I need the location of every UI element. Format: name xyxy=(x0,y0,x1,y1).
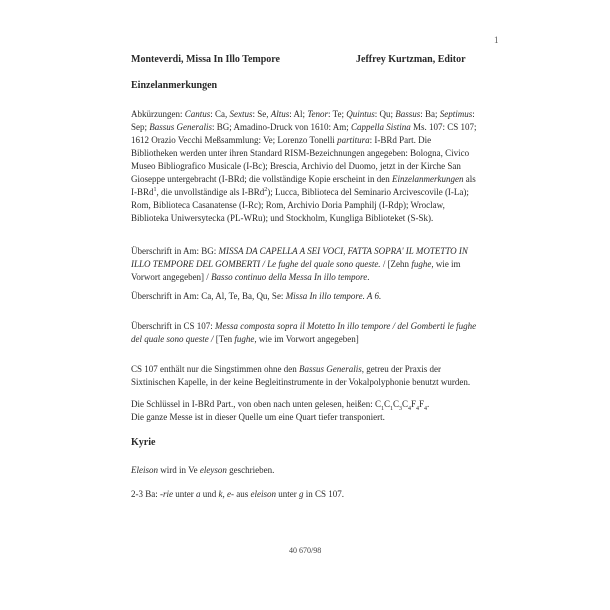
section-title: Einzelanmerkungen xyxy=(131,80,218,91)
kyrie-heading: Kyrie xyxy=(131,437,156,448)
header-left: Monteverdi, Missa In Illo Tempore xyxy=(131,54,280,65)
clefs-paragraph: Die Schlüssel in I-BRd Part., von oben nach unten gelesen, heißen: $C_1C_1C_3C_4F_4F_4$. Die ganze Messe ist in dieser Quelle um eine Quart tiefer transponiert. xyxy=(131,399,430,422)
header-right: Jeffrey Kurtzman, Editor xyxy=(356,54,466,65)
heading-am-voices-paragraph: Überschrift in Am: Ca, Al, Te, Ba, Qu, Se: Missa In illo tempore. A 6. xyxy=(131,291,382,301)
footer-catalog-number: 40 670/98 xyxy=(289,546,322,555)
heading-am-bg-paragraph: Überschrift in Am: BG: MISSA DA CAPELLA A SEI VOCI, FATTA SOPRA' IL MOTETTO IN ILLO TEMPORE DEL GOMBERTI / Le fughe del quale sono queste. / [Zehn fughe, wie im Vorwort angegeben] / Basso continuo della Messa In illo tempore. xyxy=(131,246,468,282)
eleison-note: Eleison wird in Ve eleyson geschrieben. xyxy=(131,465,275,475)
abbreviations-paragraph: Abkürzungen: Cantus: Ca, Sextus: Se, Altus: Al; Tenor: Te; Quintus: Qu; Bassus: Ba; Septimus: Sep; Bassus Generalis: BG; Amadino-Druck von 1610: Am; Cappella Sistina Ms. 107: CS 107; 1612 Orazio Vecchi Meßsammlung: Ve; Lorenzo Tonelli partitura: I-BRd Part. Die Bibliotheken werden unter ihren Standard RISM-Bezeichnungen angegeben: Bologna, Civico Museo Bibliografico Musicale (I-Bc); Brescia, Archivio del Duomo, jetzt in der Kirche San Gioseppe untergebracht (I-BRd; die vollständige Kopie erscheint in den Einzelanmerkungen als I-BRd$^1$, die unvollständige als I-BRd$^2$); Lucca, Biblioteca del Seminario Arcivescovile (I-La); Rom, Biblioteca Casanatense (I-Rc); Rom, Archivio Doria Pamphilj (I-Rdp); Wroclaw, Biblioteka Uniwersytecka (PL-WRu); und Stockholm, Kungliga Biblioteket (S-Sk). xyxy=(131,109,477,223)
cs107-note-paragraph: CS 107 enthält nur die Singstimmen ohne den Bassus Generalis, getreu der Praxis der Sixtinischen Kapelle, in der keine Begleitinstrumente in der Vokalpolyphonie benutzt wurden. xyxy=(131,364,471,387)
measure-note: 2-3 Ba: -rie unter a und k, e- aus eleison unter g in CS 107. xyxy=(131,489,345,499)
page-number: 1 xyxy=(494,35,499,45)
heading-cs107-paragraph: Überschrift in CS 107: Messa composta sopra il Motetto In illo tempore / del Gomberti le fughe del quale sono queste / [Ten fughe, wie im Vorwort angegeben] xyxy=(131,321,477,344)
